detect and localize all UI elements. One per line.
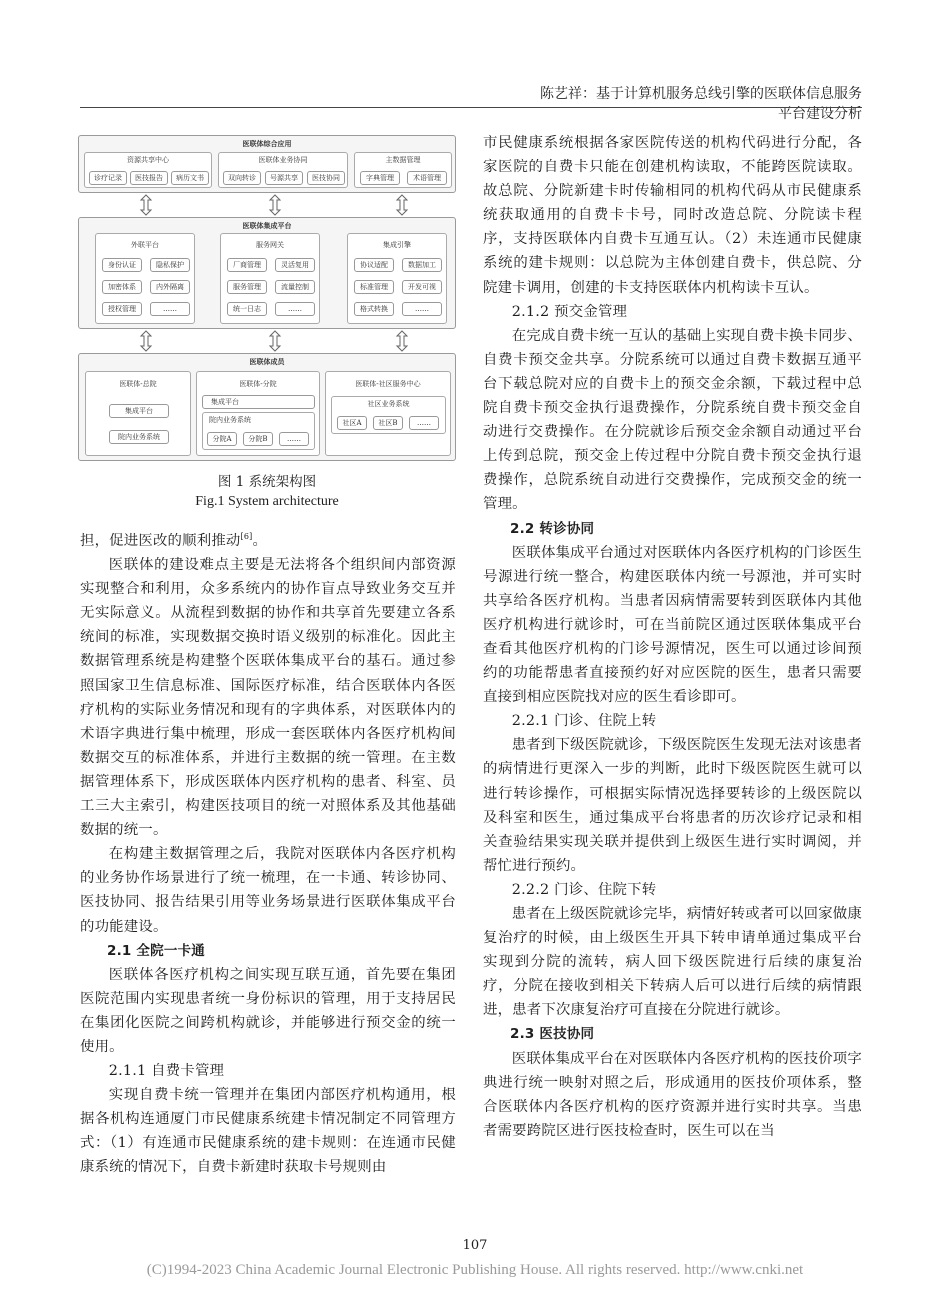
fig-item: …… xyxy=(150,302,190,316)
double-arrow-icon xyxy=(395,194,409,216)
fig-item: 医技协同 xyxy=(307,171,345,185)
group-title: 医联体业务协同 xyxy=(258,156,308,164)
fig-item: 加密体系 xyxy=(102,280,142,294)
running-header: 陈艺祥：基于计算机服务总线引擎的医联体信息服务平台建设分析 xyxy=(540,86,862,122)
fig-item: 号源共享 xyxy=(265,171,303,185)
branch-business-systems xyxy=(202,412,315,450)
header-rule xyxy=(80,107,862,108)
fig-item: 病历文书 xyxy=(171,171,209,185)
paragraph: 医联体集成平台在对医联体内各医疗机构的医技价项字典进行统一映射对照之后，形成通用的医技价项体系，整合医联体内各医疗机构的医疗资源并进行实时共享。当患者需要跨院区进行医技检查时，医生可以在当 xyxy=(483,1050,862,1139)
fig-item: 授权管理 xyxy=(102,302,142,316)
paragraph: 担，促进医改的顺利推动[6]。 xyxy=(80,532,268,549)
paragraph: 患者到下级医院就诊，下级医院医生发现无法对该患者的病情进行更深入一步的判断，此时下级医院医生就可以进行转诊操作，可根据实际情况选择要转诊的上级医院以及科室和医生，通过集成平台将患者的历次诊疗记录和相关查验结果实现关联并提供到上级医生进行实时调阅，并帮忙进行预约。 xyxy=(483,737,862,874)
subsection-heading: 2.2.2 门诊、住院下转 xyxy=(511,881,657,898)
integration-engine-group xyxy=(347,233,447,324)
fig-item: 医技报告 xyxy=(130,171,168,185)
fig-item: 社区A xyxy=(337,416,367,430)
page-number: 107 xyxy=(462,1238,488,1253)
double-arrow-icon xyxy=(139,330,153,352)
group-title: 服务网关 xyxy=(256,241,284,249)
subsection-heading: 2.2.1 门诊、住院上转 xyxy=(511,713,657,730)
section-heading: 2.1 全院一卡通 xyxy=(107,942,205,959)
paragraph: 市民健康系统根据各家医院传送的机构代码进行分配，各家医院的自费卡只能在创建机构读取，不能跨医院读取。故总院、分院新建卡时传输相同的机构代码从市民健康系统获取通用的自费卡卡号，同时改造总院、分院读卡程序，支持医联体内自费卡互通互认。（2）未连通市民健康系统的建卡规则：以总院为主体创建自费卡，供总院、分院建卡调用，创建的卡支持医联体内机构读卡互认。 xyxy=(483,135,862,296)
subsection-heading: 2.1.2 预交金管理 xyxy=(511,303,628,320)
fig-item: …… xyxy=(409,416,439,430)
paragraph: 在构建主数据管理之后，我院对医联体内各医疗机构的业务协作场景进行了统一梳理，在一卡通、转诊协同、医技协同、报告结果引用等业务场景进行医联体集成平台的功能建设。 xyxy=(80,846,456,935)
group-title: 社区业务系统 xyxy=(367,400,410,408)
fig-item: 流量控制 xyxy=(275,280,315,294)
fig-item: 院内业务系统 xyxy=(109,430,169,444)
group-title: 外联平台 xyxy=(131,241,159,249)
paragraph: 在完成自费卡统一互认的基础上实现自费卡换卡同步、自费卡预交金共享。分院系统可以通过自费卡数据互通平台下载总院对应的自费卡上的预交金余额，下载过程中总院自费卡预交金执行退费操作，分院系统自费卡预交金自动进行交费操作。在分院就诊后预交金余额自动通过平台上传到总院，预交金上传过程中分院自费卡预交金执行退费操作，总院系统自动进行交费操作，完成预交金的统一管理。 xyxy=(483,327,862,513)
fig-item: 双向转诊 xyxy=(223,171,261,185)
group-title: 医联体-总院 xyxy=(119,380,157,388)
fig-item: …… xyxy=(402,302,442,316)
fig-item: 服务管理 xyxy=(227,280,267,294)
master-data-group xyxy=(354,152,452,188)
figure-caption-cn: 图 1 系统架构图 xyxy=(217,474,317,490)
fig-item: 格式转换 xyxy=(354,302,394,316)
section-heading: 2.3 医技协同 xyxy=(510,1026,595,1043)
figure-caption-en: Fig.1 System architecture xyxy=(195,494,339,509)
fig-item: 灵活复用 xyxy=(275,258,315,272)
double-arrow-icon xyxy=(395,330,409,352)
section-title: 医联体成员 xyxy=(249,357,285,366)
citation: [6] xyxy=(240,532,253,542)
double-arrow-icon xyxy=(139,194,153,216)
group-title: 医联体-社区服务中心 xyxy=(355,380,421,388)
double-arrow-icon xyxy=(268,194,282,216)
alliance-members-section xyxy=(78,353,456,461)
group-title: 医联体-分院 xyxy=(239,380,277,388)
fig-item: 集成平台 xyxy=(109,404,169,418)
section-title: 医联体综合应用 xyxy=(242,139,292,148)
paragraph: 医联体集成平台通过对医联体内各医疗机构的门诊医生号源进行统一整合，构建医联体内统一号源池，并可实时共享给各医疗机构。当患者因病情需要转到医联体内其他医疗机构进行就诊时，可在当前院区通过医联体集成平台查看其他医疗机构的门诊号源情况，医生可以通过诊间预约的功能帮患者直接预约好对应医院的医生，患者只需要直接到相应医院找对应的医生看诊即可。 xyxy=(483,544,862,706)
fig-item: 集成平台 xyxy=(202,395,315,409)
left-column xyxy=(80,529,456,1180)
right-column xyxy=(483,131,862,1143)
business-collaboration-group xyxy=(218,152,348,188)
paragraph: 医联体各医疗机构之间实现互联互通，首先要在集团医院范围内实现患者统一身份标识的管理，用于支持居民在集团化医院之间跨机构就诊，并能够进行预交金的统一使用。 xyxy=(80,966,456,1055)
paragraph: 医联体的建设难点主要是无法将各个组织间内部资源实现整合和利用，众多系统内的协作盲点导致业务交互并无实际意义。从流程到数据的协作和共享首先要建立各系统间的标准，实现数据交换时语义级别的标准化。因此主数据管理系统是构建整个医联体集成平台的基石。通过参照国家卫生信息标准、国际医疗标准，结合医联体内各医疗机构的实际业务情况和现有的字典体系，对医联体内的术语字典进行集中梳理，形成一套医联体内各医疗机构间数据交互的标准体系，并进行主数据的统一管理。在主数据管理体系下，形成医联体内医疗机构的患者、科室、员工三大主索引，构建医技项目的统一对照体系及其他基础数据的统一。 xyxy=(80,557,456,839)
paragraph: 实现自费卡统一管理并在集团内部医疗机构通用，根据各机构连通厦门市民健康系统建卡情况制定不同管理方式：（1）有连通市民健康系统的建卡规则：在连通市民健康系统的情况下，自费卡新建时获取卡号规则由 xyxy=(80,1087,456,1176)
hq-hospital-group xyxy=(85,371,191,456)
service-gateway-group xyxy=(220,233,320,324)
fig-item: 字典管理 xyxy=(360,171,400,185)
system-architecture-figure xyxy=(78,135,456,463)
paragraph: 患者在上级医院就诊完毕，病情好转或者可以回家做康复治疗的时候，由上级医生开具下转申请单通过集成平台实现到分院的流转，病人回下级医院进行后续的康复治疗，分院在接收到相关下转病人后可以进行后续的病情跟进，患者下次康复治疗可直接在分院进行就诊。 xyxy=(483,906,862,1019)
section-heading: 2.2 转诊协同 xyxy=(510,520,595,537)
branch-hospital-group xyxy=(196,371,320,456)
group-title: 主数据管理 xyxy=(385,156,421,164)
copyright-watermark: (C)1994-2023 China Academic Journal Electronic Publishing House. All rights reserved. http://www.cnki.net xyxy=(146,1262,804,1278)
fig-item: 隐私保护 xyxy=(150,258,190,272)
group-title: 院内业务系统 xyxy=(209,416,251,424)
external-platform-group xyxy=(95,233,195,324)
fig-item: 统一日志 xyxy=(227,302,267,316)
group-title: 集成引擎 xyxy=(383,241,411,249)
fig-item: 身份认证 xyxy=(102,258,142,272)
fig-item: 协议适配 xyxy=(354,258,394,272)
fig-item: 分院A xyxy=(207,432,237,446)
group-title: 资源共享中心 xyxy=(127,156,169,164)
fig-item: 分院B xyxy=(243,432,273,446)
fig-item: 术语管理 xyxy=(407,171,447,185)
fig-item: 数据加工 xyxy=(402,258,442,272)
fig-item: 开发可视 xyxy=(402,280,442,294)
fig-item: 社区B xyxy=(373,416,403,430)
comprehensive-application-section xyxy=(78,135,456,193)
fig-item: 内外隔离 xyxy=(150,280,190,294)
double-arrow-icon xyxy=(268,330,282,352)
integration-platform-section xyxy=(78,217,456,329)
subsection-heading: 2.1.1 自费卡管理 xyxy=(108,1063,225,1080)
community-center-group xyxy=(325,371,451,456)
resource-sharing-group xyxy=(84,152,212,188)
fig-item: 厂商管理 xyxy=(227,258,267,272)
fig-item: …… xyxy=(275,302,315,316)
fig-item: 标准管理 xyxy=(354,280,394,294)
section-title: 医联体集成平台 xyxy=(242,221,292,230)
fig-item: …… xyxy=(279,432,309,446)
fig-item: 诊疗记录 xyxy=(89,171,127,185)
community-business-systems xyxy=(331,396,446,434)
